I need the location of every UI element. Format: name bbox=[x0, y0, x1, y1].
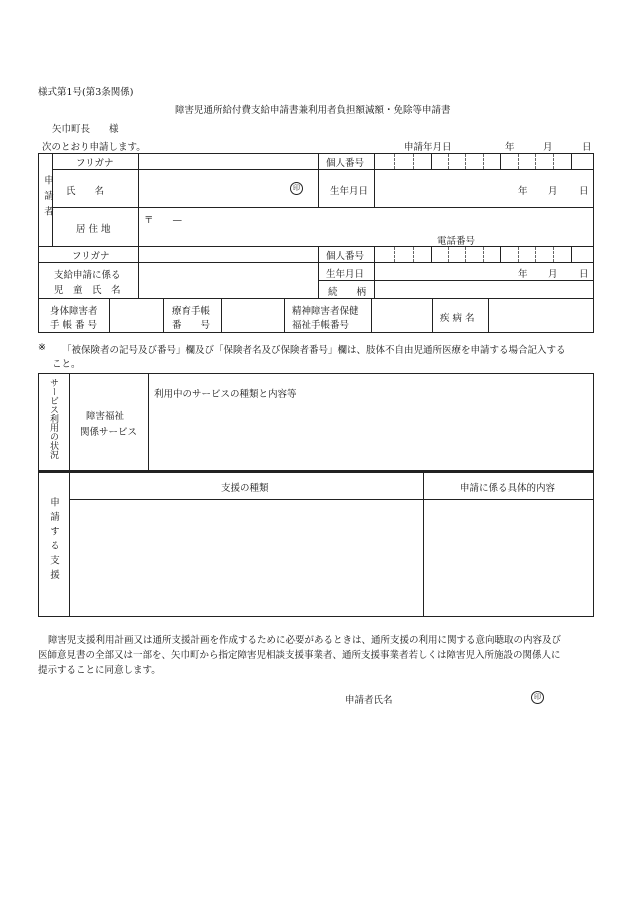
child-furigana-field[interactable] bbox=[139, 247, 317, 261]
note-line-1: 「被保険者の記号及び番号」欄及び「保険者名及び保険者番号」欄は、肢体不自由児通所医療を申請する場合記入する bbox=[62, 345, 566, 356]
application-date-label: 申請年月日 bbox=[404, 142, 452, 153]
page-title: 障害児通所給付費支給申請書兼利用者負担額減額・免除等申請書 bbox=[175, 105, 451, 116]
consent-line-3: 提示することに同意します。 bbox=[38, 665, 161, 676]
service-content-field[interactable] bbox=[149, 400, 593, 470]
applicant-personal-number-field[interactable] bbox=[375, 154, 593, 168]
child-personal-number-label: 個人番号 bbox=[326, 251, 365, 262]
service-content-label: 利用中のサービスの種類と内容等 bbox=[154, 389, 297, 400]
applicant-personal-number-label: 個人番号 bbox=[326, 158, 365, 169]
physical-handbook-label-line2: 手 帳 番 号 bbox=[50, 320, 98, 331]
applicant-birth-date-label: 生年月日 bbox=[330, 186, 369, 197]
applicant-section-label: 申請者 bbox=[42, 175, 53, 222]
addressee: 矢巾町長 様 bbox=[52, 124, 119, 135]
applicant-furigana-label: フリガナ bbox=[76, 158, 114, 169]
disease-name-label: 疾 病 名 bbox=[440, 313, 475, 324]
applicant-name-label: 氏 名 bbox=[66, 186, 105, 197]
child-furigana-label: フリガナ bbox=[72, 251, 110, 262]
applicant-birth-day: 日 bbox=[579, 186, 589, 197]
specific-content-field[interactable] bbox=[424, 500, 593, 616]
service-category-line1: 障害福祉 bbox=[86, 411, 125, 422]
form-number: 様式第1号(第3条関係) bbox=[38, 87, 134, 98]
applicant-seal-icon: 印 bbox=[290, 182, 303, 195]
consent-line-1: 障害児支援利用計画又は通所支援計画を作成するために必要があるときは、通所支援の利用に関する意向聴取の内容及び bbox=[48, 635, 562, 646]
child-name-label-line1: 支給申請に係る bbox=[54, 270, 121, 281]
applicant-postal-mark: 〒 — bbox=[144, 215, 183, 226]
mental-handbook-label-line1: 精神障害者保健 bbox=[292, 306, 359, 317]
physical-handbook-label-line1: 身体障害者 bbox=[50, 306, 98, 317]
applicant-address-label: 居 住 地 bbox=[76, 224, 111, 235]
applicant-birth-month: 月 bbox=[548, 186, 558, 197]
signature-label: 申請者氏名 bbox=[345, 695, 393, 706]
application-date-month: 月 bbox=[543, 142, 553, 153]
child-personal-number-field[interactable] bbox=[375, 247, 593, 261]
ryoiku-handbook-label-line1: 療育手帳 bbox=[172, 306, 211, 317]
specific-content-header: 申請に係る具体的内容 bbox=[460, 483, 556, 494]
child-birth-month: 月 bbox=[548, 269, 558, 280]
application-date-day: 日 bbox=[582, 142, 592, 153]
service-status-section-label: サービス利用の状況 bbox=[48, 378, 58, 459]
signature-field[interactable] bbox=[400, 688, 525, 704]
child-name-field[interactable] bbox=[139, 263, 317, 297]
support-type-header: 支援の種類 bbox=[221, 483, 269, 494]
ryoiku-handbook-field[interactable] bbox=[222, 299, 283, 332]
applicant-address-field[interactable] bbox=[139, 208, 593, 245]
applicant-birth-date-field[interactable] bbox=[375, 170, 593, 206]
child-birth-year: 年 bbox=[518, 269, 528, 280]
applicant-furigana-field[interactable] bbox=[139, 154, 317, 168]
application-date-year: 年 bbox=[505, 142, 515, 153]
child-birth-date-field[interactable] bbox=[375, 263, 593, 279]
child-birth-date-label: 生年月日 bbox=[326, 269, 365, 280]
disease-name-field[interactable] bbox=[489, 299, 593, 332]
support-section-label: 申請する支援 bbox=[48, 497, 59, 584]
note-line-2: こと。 bbox=[52, 359, 81, 370]
mental-handbook-label-line2: 福祉手帳番号 bbox=[292, 320, 350, 331]
service-category-line2: 関係サービス bbox=[80, 427, 138, 438]
consent-line-2: 医師意見書の全部又は一部を、矢巾町から指定障害児相談支援事業者、通所支援事業者若しくは障害児入所施設の関係人に bbox=[38, 650, 561, 661]
signature-seal-icon: 印 bbox=[531, 691, 544, 704]
applicant-phone-label: 電話番号 bbox=[437, 236, 476, 247]
ryoiku-handbook-label-line2: 番 号 bbox=[172, 320, 211, 331]
note-mark: ※ bbox=[38, 342, 46, 353]
child-relation-field[interactable] bbox=[375, 281, 593, 297]
applicant-birth-year: 年 bbox=[518, 186, 528, 197]
child-name-label-line2: 児 童 氏 名 bbox=[54, 285, 121, 296]
child-birth-day: 日 bbox=[579, 269, 589, 280]
child-relation-label: 続 柄 bbox=[328, 287, 367, 298]
physical-handbook-field[interactable] bbox=[110, 299, 162, 332]
mental-handbook-field[interactable] bbox=[372, 299, 431, 332]
support-type-field[interactable] bbox=[70, 500, 422, 616]
intro-text: 次のとおり申請します。 bbox=[42, 142, 146, 153]
